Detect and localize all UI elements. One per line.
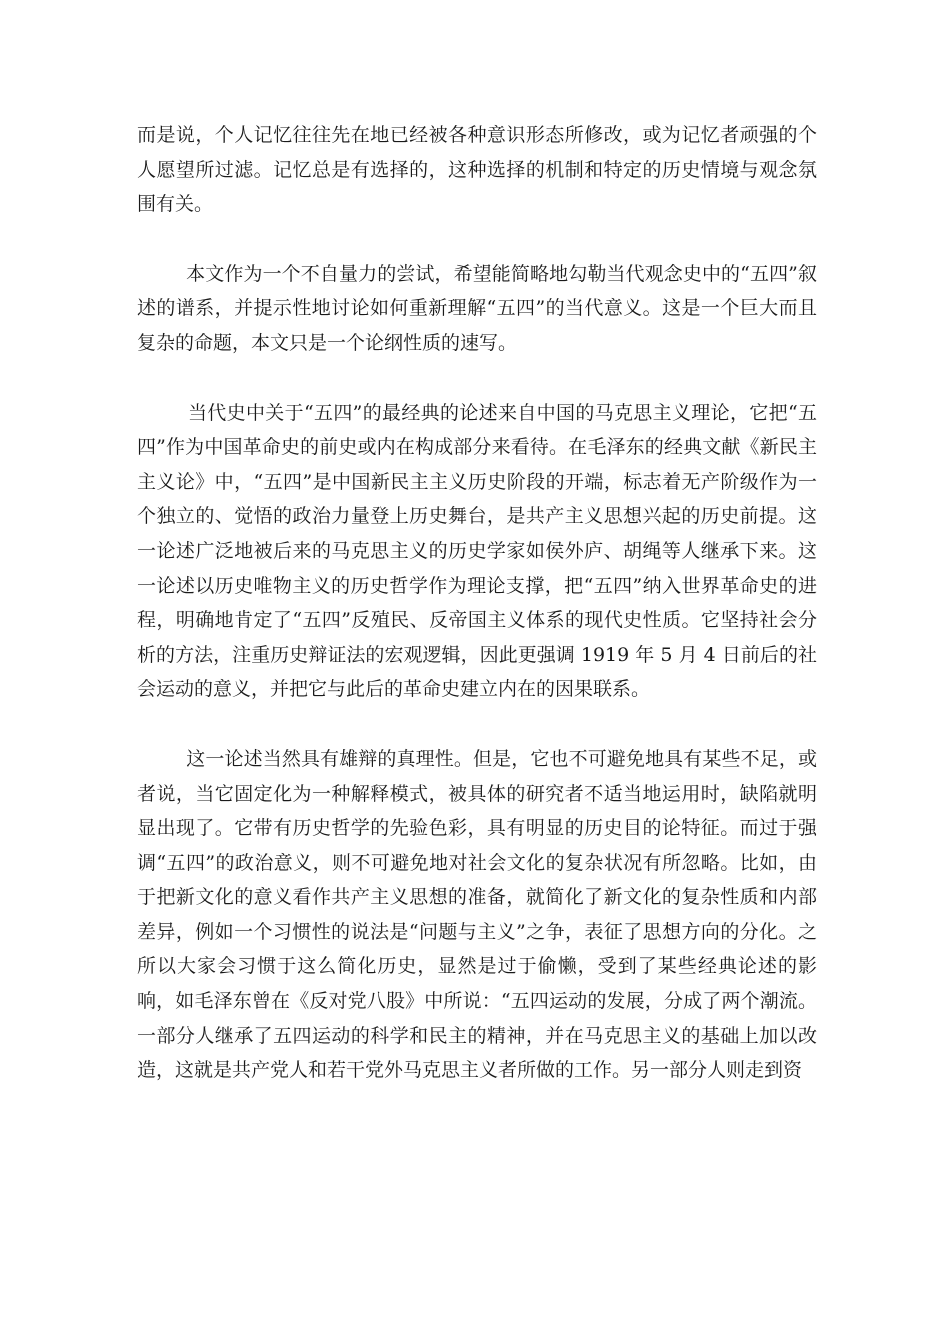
document-body	[137, 118, 817, 1088]
paragraph-2: 本文作为一个不自量力的尝试，希望能简略地勾勒当代观念史中的“五四”叙述的谱系，并提示性地讨论如何重新理解“五四”的当代意义。这是一个巨大而且复杂的命题，本文只是一个论纲性质的速写。	[137, 262, 817, 354]
paragraph-4: 这一论述当然具有雄辩的真理性。但是，它也不可避免地具有某些不足，或者说，当它固定化为一种解释模式，被具体的研究者不适当地运用时，缺陷就明显出现了。它带有历史哲学的先验色彩，具有明显的历史目的论特征。而过于强调“五四”的政治意义，则不可避免地对社会文化的复杂状况有所忽略。比如，由于把新文化的意义看作共产主义思想的准备，就简化了新文化的复杂性质和内部差异，例如一个习惯性的说法是“问题与主义”之争，表征了思想方向的分化。之所以大家会习惯于这么简化历史，显然是过于偷懒，受到了某些经典论述的影响，如毛泽东曾在《反对党八股》中所说：“五四运动的发展，分成了两个潮流。一部分人继承了五四运动的科学和民主的精神，并在马克思主义的基础上加以改造，这就是共产党人和若干党外马克思主义者所做的工作。另一部分人则走到资	[137, 747, 817, 1082]
paragraph-1: 而是说，个人记忆往往先在地已经被各种意识形态所修改，或为记忆者顽强的个人愿望所过滤。记忆总是有选择的，这种选择的机制和特定的历史情境与观念氛围有关。	[137, 124, 817, 216]
paragraph-3: 当代史中关于“五四”的最经典的论述来自中国的马克思主义理论，它把“五四”作为中国革命史的前史或内在构成部分来看待。在毛泽东的经典文献《新民主主义论》中，“五四”是中国新民主主义历史阶段的开端，标志着无产阶级作为一个独立的、觉悟的政治力量登上历史舞台，是共产主义思想兴起的历史前提。这一论述广泛地被后来的马克思主义的历史学家如侯外庐、胡绳等人继承下来。这一论述以历史唯物主义的历史哲学作为理论支撑，把“五四”纳入世界革命史的进程，明确地肯定了“五四”反殖民、反帝国主义体系的现代史性质。它坚持社会分析的方法，注重历史辩证法的宏观逻辑，因此更强调 1919 年 5 月 4 日前后的社会运动的意义，并把它与此后的革命史建立内在的因果联系。	[137, 401, 817, 701]
